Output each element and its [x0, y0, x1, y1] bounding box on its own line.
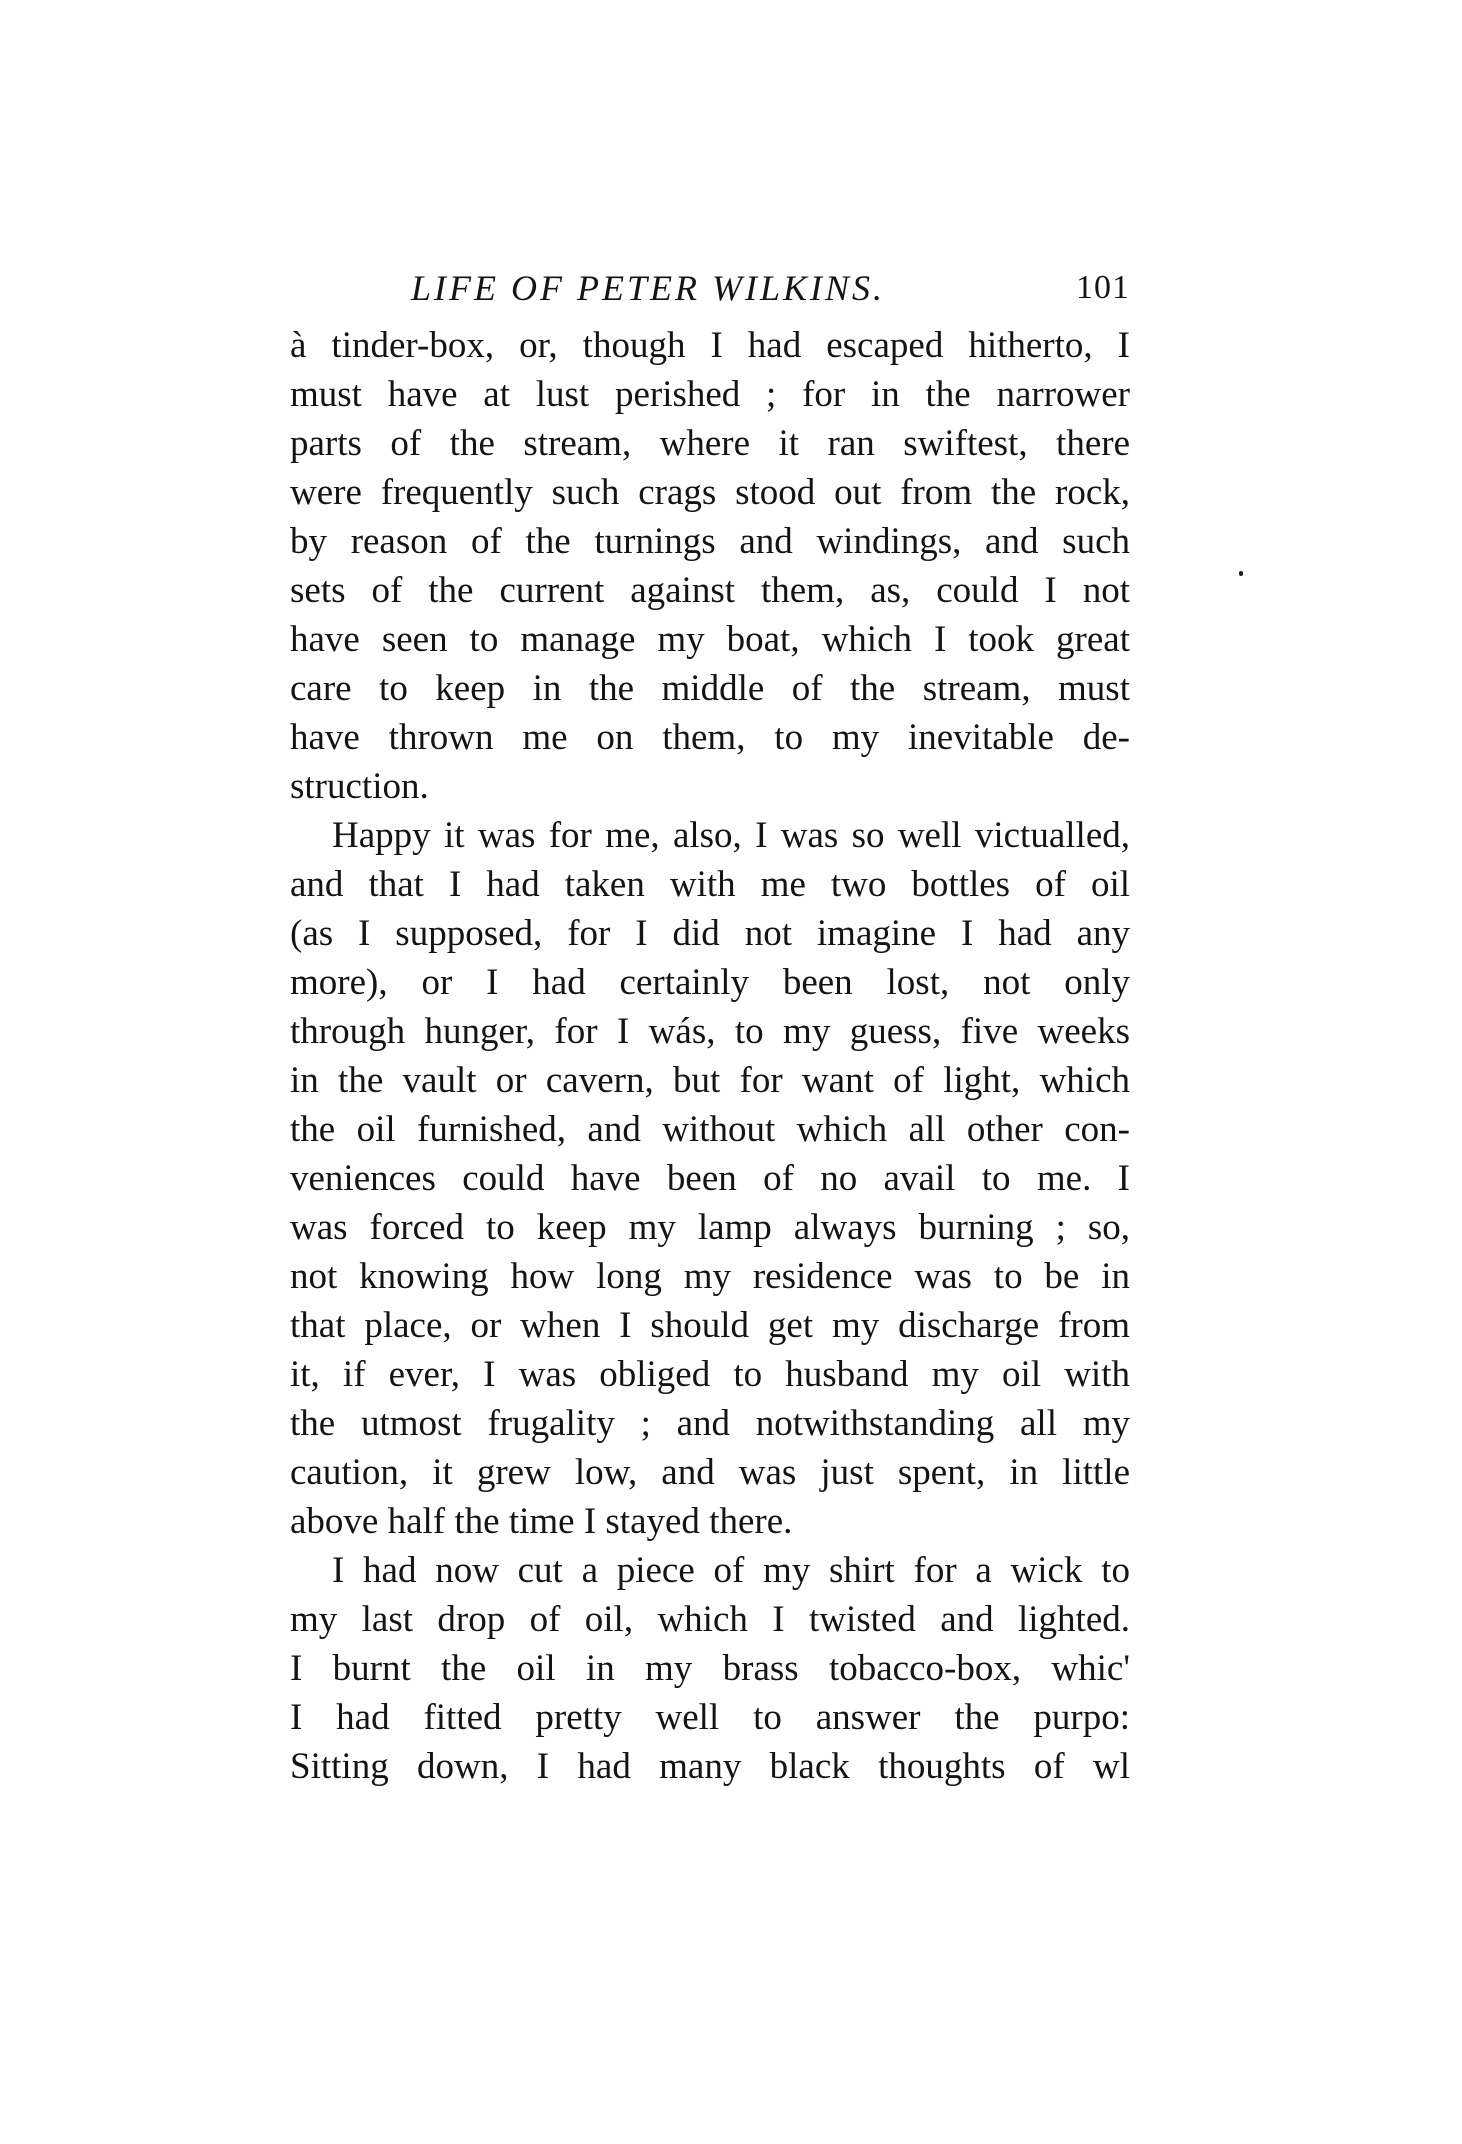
text-line: (as I supposed, for I did not imagine I had any [290, 913, 1130, 954]
text-line: à tinder-box, or, though I had escaped hitherto, I [290, 325, 1130, 366]
text-line: I had now cut a piece of my shirt for a wick to [332, 1550, 1130, 1591]
text-line: by reason of the turnings and windings, and such [290, 521, 1130, 562]
text-line: through hunger, for I wás, to my guess, five weeks [290, 1011, 1130, 1052]
text-line: have seen to manage my boat, which I took great [290, 619, 1130, 660]
paragraph-1 [290, 321, 1130, 811]
running-title: LIFE OF PETER WILKINS. [411, 268, 885, 308]
text-line: sets of the current against them, as, could I not [290, 570, 1130, 611]
text-line: it, if ever, I was obliged to husband my oil with [290, 1354, 1130, 1395]
text-line: more), or I had certainly been lost, not only [290, 962, 1130, 1003]
text-line: the oil furnished, and without which all other con- [290, 1109, 1130, 1150]
text-line: was forced to keep my lamp always burning ; so, [290, 1207, 1130, 1248]
text-line: Sitting down, I had many black thoughts of wl [290, 1746, 1130, 1787]
text-line: my last drop of oil, which I twisted and lighted. [290, 1599, 1130, 1640]
text-line: I burnt the oil in my brass tobacco-box, whic' [290, 1648, 1130, 1689]
text-line: the utmost frugality ; and notwithstanding all my [290, 1403, 1130, 1444]
text-line: and that I had taken with me two bottles of oil [290, 864, 1130, 905]
body-text [290, 321, 1130, 1791]
text-line: must have at lust perished ; for in the narrower [290, 374, 1130, 415]
page-number: 101 [1076, 269, 1130, 306]
text-line: have thrown me on them, to my inevitable de- [290, 717, 1130, 758]
ink-speck-mark [1239, 571, 1243, 576]
paragraph-3 [290, 1546, 1130, 1791]
text-line: were frequently such crags stood out from the rock, [290, 472, 1130, 513]
text-line: parts of the stream, where it ran swiftest, there [290, 423, 1130, 464]
text-line: above half the time I stayed there. [290, 1501, 793, 1542]
text-line: caution, it grew low, and was just spent, in little [290, 1452, 1130, 1493]
text-line: that place, or when I should get my discharge from [290, 1305, 1130, 1346]
text-line: care to keep in the middle of the stream, must [290, 668, 1130, 709]
text-line: struction. [290, 766, 429, 807]
text-line: I had fitted pretty well to answer the purpo: [290, 1697, 1130, 1738]
text-line: in the vault or cavern, but for want of light, which [290, 1060, 1130, 1101]
text-line: veniences could have been of no avail to me. I [290, 1158, 1130, 1199]
text-line: Happy it was for me, also, I was so well victualled, [332, 815, 1130, 856]
paragraph-2 [290, 811, 1130, 1546]
text-line: not knowing how long my residence was to be in [290, 1256, 1130, 1297]
running-head [290, 263, 1130, 313]
